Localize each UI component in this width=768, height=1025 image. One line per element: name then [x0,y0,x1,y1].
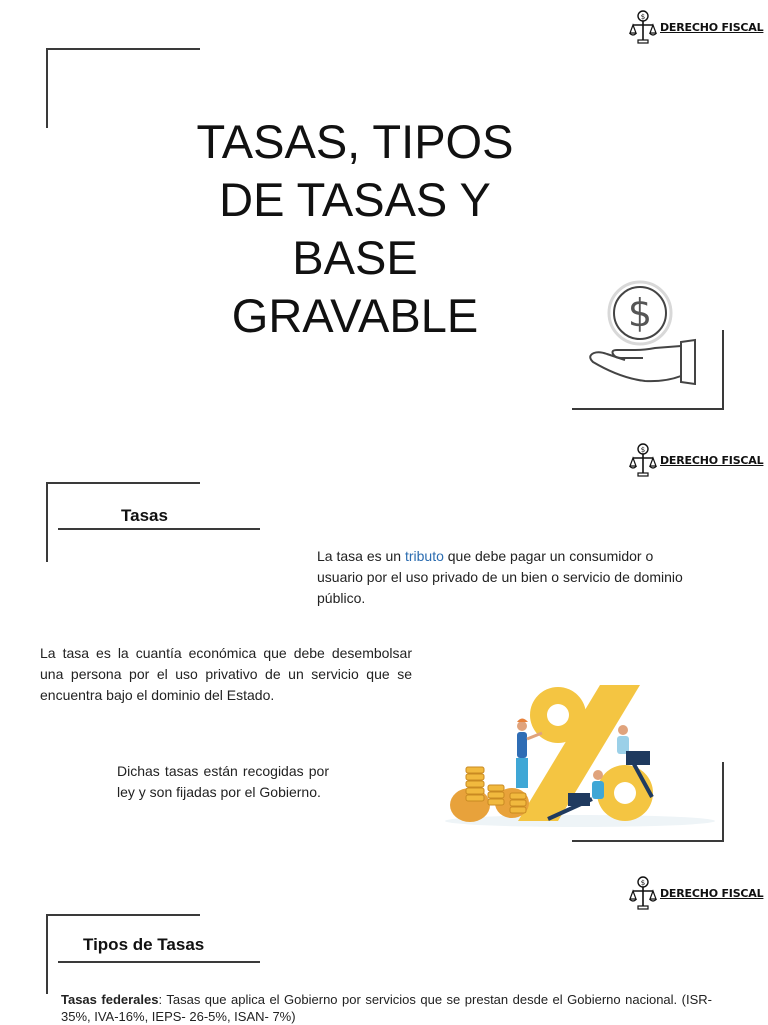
brand-name: DERECHO FISCAL [660,886,764,900]
title-line: BASE [292,231,418,284]
corner-line [572,408,724,410]
tasas-definition-1: La tasa es un tributo que debe pagar un consumidor o usuario por el uso privado de un bien o servicio de dominio público. [317,548,683,606]
scale-dollar-icon [629,10,657,44]
brand-logo [629,876,763,910]
heading-underline [58,528,260,530]
brand-name: DERECHO FISCAL [660,20,764,34]
title-line: TASAS, TIPOS [196,115,514,168]
tasas-definition-2: La tasa es la cuantía económica que debe desembolsar una persona por el uso privativo de un servicio que se encuentra bajo el dominio del Estado. [40,645,412,703]
percent-people-coins-illustration [440,675,715,830]
corner-line [46,914,48,994]
tributo-link[interactable]: tributo [404,548,444,564]
brand-logo [629,10,763,44]
corner-line [572,840,724,842]
svg-text:$: $ [640,879,646,887]
brand-logo [629,443,763,477]
svg-text:$: $ [640,446,646,454]
brand-name: DERECHO FISCAL [660,453,764,467]
section-heading-tasas: Tasas [121,506,168,525]
section-heading-tipos: Tipos de Tasas [83,935,205,954]
corner-line [46,482,48,562]
hand-dollar-coin-icon [585,280,700,385]
scale-dollar-icon [629,876,657,910]
scale-dollar-icon [629,443,657,477]
title-line: DE TASAS Y [219,173,491,226]
tasas-federales-paragraph: Tasas federales: Tasas que aplica el Gobierno por servicios que se prestan desde el Gobierno nacional. (ISR- 35%, IVA-16%, IEPS- 26-5%, ISAN- 7%) [61,992,712,1024]
corner-line [46,914,200,916]
svg-text:$: $ [640,13,646,21]
corner-line [46,48,48,128]
corner-line [46,482,200,484]
corner-line [722,762,724,842]
svg-text:$: $ [627,291,653,335]
title-line: GRAVABLE [231,289,479,342]
heading-underline [58,961,260,963]
tasas-definition-3: Dichas tasas están recogidas por ley y son fijadas por el Gobierno. [117,763,329,800]
corner-line [46,48,200,50]
corner-line [722,330,724,410]
tasas-federales-label: Tasas federales [61,992,159,1007]
page-title [180,113,530,345]
